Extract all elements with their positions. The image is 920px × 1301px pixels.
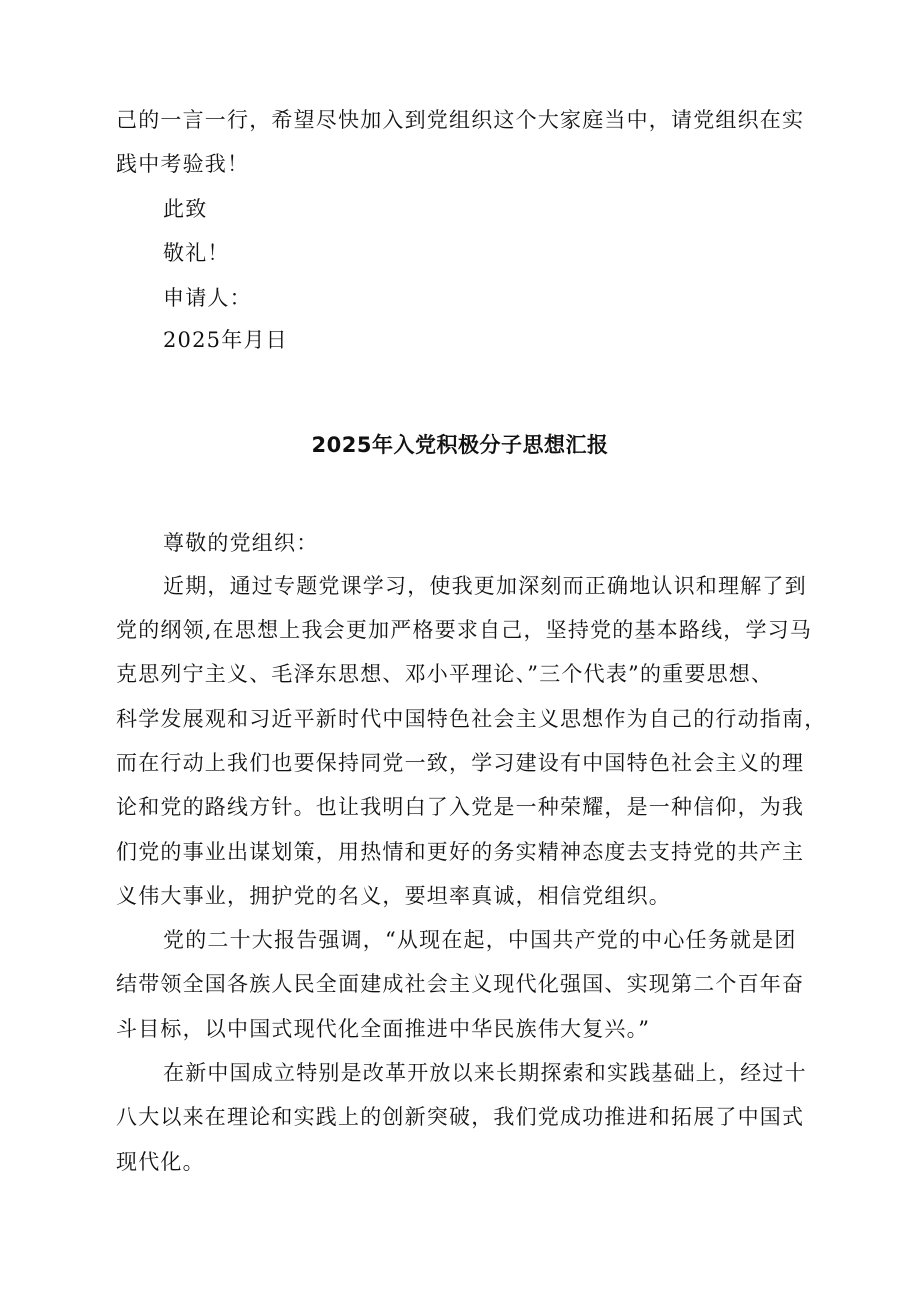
paragraph1-line: 们党的事业出谋划策，用热情和更好的务实精神态度去支持党的共产主 bbox=[116, 840, 805, 864]
report-title: 2025年入党积极分子思想汇报 bbox=[311, 433, 609, 457]
paragraph3-line: 在新中国成立特别是改革开放以来长期探索和实践基础上，经过十 bbox=[163, 1061, 807, 1085]
paragraph1-line: 而在行动上我们也要保持同党一致，学习建设有中国特色社会主义的理 bbox=[116, 751, 805, 775]
paragraph3-line: 八大以来在理论和实践上的创新突破，我们党成功推进和拓展了中国式 bbox=[116, 1105, 805, 1129]
paragraph1-line: 科学发展观和习近平新时代中国特色社会主义思想作为自己的行动指南， bbox=[116, 707, 827, 731]
paragraph2-line: 党的二十大报告强调，“从现在起，中国共产党的中心任务就是团 bbox=[163, 928, 797, 952]
report-greeting: 尊敬的党组织： bbox=[163, 531, 319, 555]
letter-paragraph-line: 己的一言一行，希望尽快加入到党组织这个大家庭当中，请党组织在实 bbox=[116, 108, 805, 132]
letter-salutation: 此致 bbox=[163, 197, 208, 221]
paragraph1-line: 党的纲领,在思想上我会更加严格要求自己，坚持党的基本路线，学习马 bbox=[116, 618, 813, 642]
paragraph2-line: 结带领全国各族人民全面建成社会主义现代化强国、实现第二个百年奋 bbox=[116, 972, 805, 996]
paragraph1-line: 克思列宁主义、毛泽东思想、邓小平理论、”三个代表”的重要思想、 bbox=[116, 662, 774, 686]
paragraph2-line: 斗目标，以中国式现代化全面推进中华民族伟大复兴。” bbox=[116, 1017, 651, 1041]
paragraph3-line: 现代化。 bbox=[116, 1150, 205, 1174]
letter-paragraph-line: 践中考验我！ bbox=[116, 152, 250, 176]
letter-regards: 敬礼！ bbox=[163, 241, 230, 265]
paragraph1-line: 义伟大事业，拥护党的名义，要坦率真诚，相信党组织。 bbox=[116, 884, 671, 908]
letter-applicant: 申请人： bbox=[163, 286, 252, 310]
paragraph1-line: 论和党的路线方针。也让我明白了入党是一种荣耀，是一种信仰，为我 bbox=[116, 795, 805, 819]
paragraph1-line: 近期，通过专题党课学习，使我更加深刻而正确地认识和理解了到 bbox=[163, 574, 807, 598]
letter-date: 2025年月日 bbox=[163, 328, 288, 352]
